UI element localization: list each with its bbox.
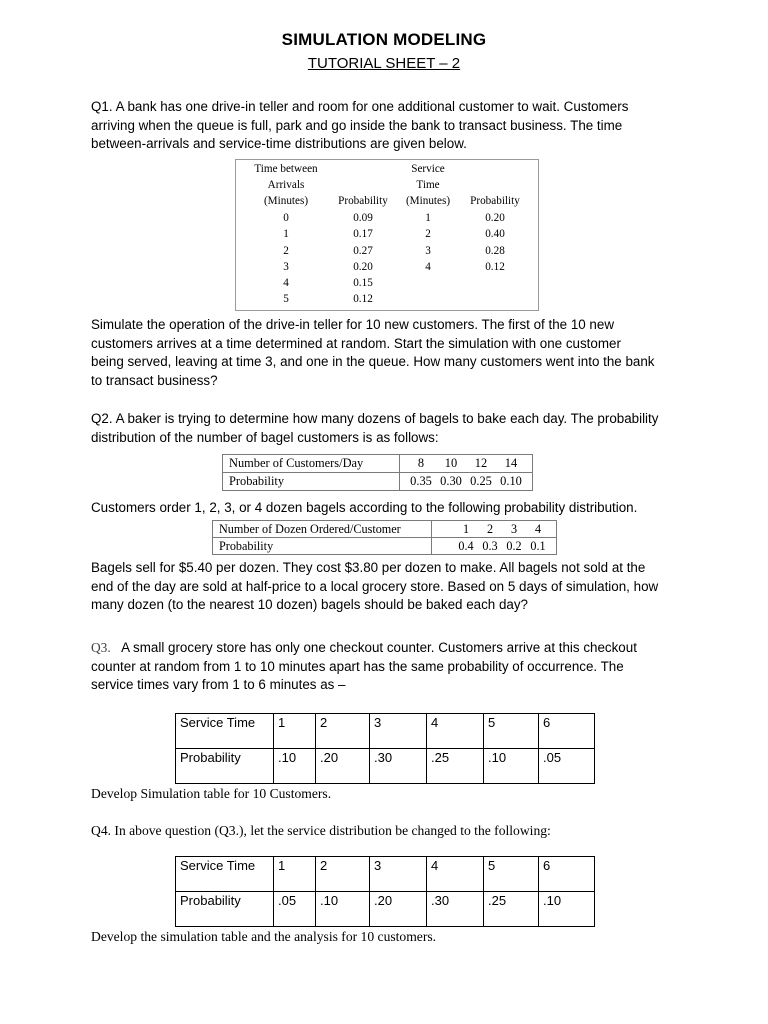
q3-intro-line — [91, 639, 751, 658]
table-cell: 1 — [274, 857, 316, 892]
table-cell: 4 — [427, 714, 484, 749]
table-cell: 0.20 — [485, 212, 505, 224]
q3-intro-text: A small grocery store has only one checkout counter. Customers arrive at this checkout — [121, 640, 637, 655]
q1-question-line: being served, leaving at time 3, and one in the queue. How many customers went into the bank — [91, 354, 655, 370]
q1-distribution-table — [235, 159, 539, 311]
q1-head-line: Arrivals — [267, 179, 305, 191]
table-cell: Service Time — [176, 857, 274, 892]
q1-head-line: (Minutes) — [263, 195, 309, 207]
table-cell: 5 — [283, 293, 289, 306]
q1-col-service-minutes — [398, 210, 458, 275]
q1-head-prob2: Probability — [470, 195, 520, 207]
q1-head-arrival — [242, 161, 330, 209]
q1-intro-line: between-arrivals and service-time distributions are given below. — [91, 136, 467, 152]
q2-intro-line: Q2. A baker is trying to determine how many dozens of bagels to bake each day. The probability — [91, 411, 659, 426]
q1-col-arrival-prob — [333, 210, 393, 308]
table-cell: 0.27 — [353, 244, 373, 257]
q2-intro-line: distribution of the number of bagel customers is as follows: — [91, 429, 439, 445]
table-cell: .10 — [274, 749, 316, 784]
q1-head-line: Service — [411, 163, 445, 175]
table-cell: 6 — [539, 714, 595, 749]
table-cell: 4 — [425, 260, 431, 273]
q2-question-line: many dozen (to the nearest 10 dozen) bagels should be baked each day? — [91, 597, 528, 613]
table-value: 1 — [462, 522, 470, 536]
table-row — [213, 538, 557, 555]
q1-intro-line: Q1. A bank has one drive-in teller and room for one additional customer to wait. Customers — [91, 99, 629, 114]
table-row — [176, 749, 595, 784]
q1-head-prob1: Probability — [338, 195, 388, 207]
q1-question-line: customers arrives at a time determined at random. Start the simulation with one customer — [91, 335, 621, 351]
table-cell: 0.20 — [353, 260, 373, 273]
table-value: 0.10 — [500, 474, 522, 488]
q1-head-line: Time between — [254, 163, 318, 175]
table-value: 3 — [510, 522, 518, 536]
table-cell: Service Time — [176, 714, 274, 749]
table-row — [213, 521, 557, 538]
q1-intro — [91, 98, 731, 154]
table-cell: .10 — [316, 892, 370, 927]
table-cell: 1 — [274, 714, 316, 749]
q3-intro — [91, 639, 751, 695]
table-cell — [400, 473, 533, 491]
q1-head-service — [394, 161, 462, 209]
table-cell: 5 — [484, 714, 539, 749]
table-value: 0.35 — [410, 474, 432, 488]
table-cell: 4 — [427, 857, 484, 892]
table-row — [176, 857, 595, 892]
table-value: 0.25 — [470, 474, 492, 488]
table-cell: 0.28 — [485, 244, 505, 257]
table-cell — [432, 538, 557, 555]
table-value: 4 — [534, 522, 542, 536]
table-cell: 0.40 — [485, 228, 505, 241]
table-value: 0.1 — [530, 539, 546, 553]
q1-col-service-prob — [465, 210, 525, 275]
q1-intro-line: arriving when the queue is full, park and go inside the bank to transact business. The time — [91, 117, 623, 133]
table-cell: 1 — [283, 228, 289, 241]
table-row — [176, 714, 595, 749]
table-cell: Number of Customers/Day — [223, 455, 400, 473]
table-value: 10 — [444, 456, 458, 470]
table-cell: 2 — [316, 857, 370, 892]
page-subtitle: TUTORIAL SHEET – 2 — [307, 55, 461, 72]
table-value: 14 — [504, 456, 518, 470]
table-cell: 3 — [370, 714, 427, 749]
table-row — [223, 455, 533, 473]
q2-question — [91, 559, 751, 615]
q2-dozen-table — [212, 520, 557, 555]
table-cell: .25 — [484, 892, 539, 927]
table-cell: .05 — [274, 892, 316, 927]
table-cell — [432, 521, 557, 538]
q1-question-line: Simulate the operation of the drive-in teller for 10 new customers. The first of the 10 new — [91, 317, 614, 332]
table-cell: Number of Dozen Ordered/Customer — [213, 521, 432, 538]
table-cell: 2 — [316, 714, 370, 749]
table-cell: 0.12 — [485, 260, 505, 273]
table-cell: 0.12 — [353, 293, 373, 306]
q1-question-line: to transact business? — [91, 372, 218, 388]
table-cell: .30 — [370, 749, 427, 784]
table-cell: .20 — [370, 892, 427, 927]
q1-head-line: (Minutes) — [405, 195, 451, 207]
table-cell — [400, 455, 533, 473]
page-title: SIMULATION MODELING — [281, 30, 487, 49]
table-value: 0.2 — [506, 539, 522, 553]
q3-intro-line: service times vary from 1 to 6 minutes as – — [91, 677, 346, 693]
table-value: 0.3 — [482, 539, 498, 553]
q2-intro — [91, 410, 731, 447]
table-cell: .30 — [427, 892, 484, 927]
table-cell: 0.09 — [353, 212, 373, 224]
q2-question-line: end of the day are sold at half-price to a local grocery store. Based on 5 days of simulation, how — [91, 578, 659, 594]
table-cell: 4 — [283, 277, 289, 290]
q1-question — [91, 316, 731, 390]
q4-service-table — [175, 856, 595, 927]
table-value: 2 — [486, 522, 494, 536]
table-value: 8 — [417, 456, 425, 470]
table-cell: .10 — [539, 892, 595, 927]
table-cell: .10 — [484, 749, 539, 784]
table-cell: 6 — [539, 857, 595, 892]
q3-footer: Develop Simulation table for 10 Customers. — [91, 786, 332, 801]
table-cell: Probability — [213, 538, 432, 555]
table-cell: 0.15 — [353, 277, 373, 290]
q2-customers-table — [222, 454, 533, 491]
table-row — [176, 892, 595, 927]
table-row — [223, 473, 533, 491]
q3-label: Q3. — [91, 640, 111, 655]
table-cell: 0.17 — [353, 228, 373, 241]
q2-question-line: Bagels sell for $5.40 per dozen. They cost $3.80 per dozen to make. All bagels not sold at the — [91, 560, 646, 575]
q4-intro: Q4. In above question (Q3.), let the service distribution be changed to the following: — [91, 823, 551, 838]
q1-col-arrival-minutes — [256, 210, 316, 308]
table-value: 12 — [474, 456, 488, 470]
table-cell: 3 — [283, 260, 289, 273]
table-cell: 2 — [283, 244, 289, 257]
q1-head-line: Time — [416, 179, 440, 191]
q3-service-table — [175, 713, 595, 784]
table-cell: Probability — [223, 473, 400, 491]
table-cell: 3 — [370, 857, 427, 892]
table-cell: .25 — [427, 749, 484, 784]
table-cell: 1 — [425, 212, 431, 224]
q3-intro-line: counter at random from 1 to 10 minutes apart has the same probability of occurrence. The — [91, 658, 624, 674]
table-cell: Probability — [176, 892, 274, 927]
table-value: 0.30 — [440, 474, 462, 488]
table-cell: 2 — [425, 228, 431, 241]
table-cell: 3 — [425, 244, 431, 257]
table-value: 0.4 — [458, 539, 474, 553]
q2-middle-line: Customers order 1, 2, 3, or 4 dozen bagels according to the following probability distribution. — [91, 500, 638, 515]
q4-footer: Develop the simulation table and the analysis for 10 customers. — [91, 929, 437, 944]
table-cell: .05 — [539, 749, 595, 784]
table-cell: Probability — [176, 749, 274, 784]
table-cell: 5 — [484, 857, 539, 892]
table-cell: .20 — [316, 749, 370, 784]
table-cell: 0 — [283, 212, 289, 224]
